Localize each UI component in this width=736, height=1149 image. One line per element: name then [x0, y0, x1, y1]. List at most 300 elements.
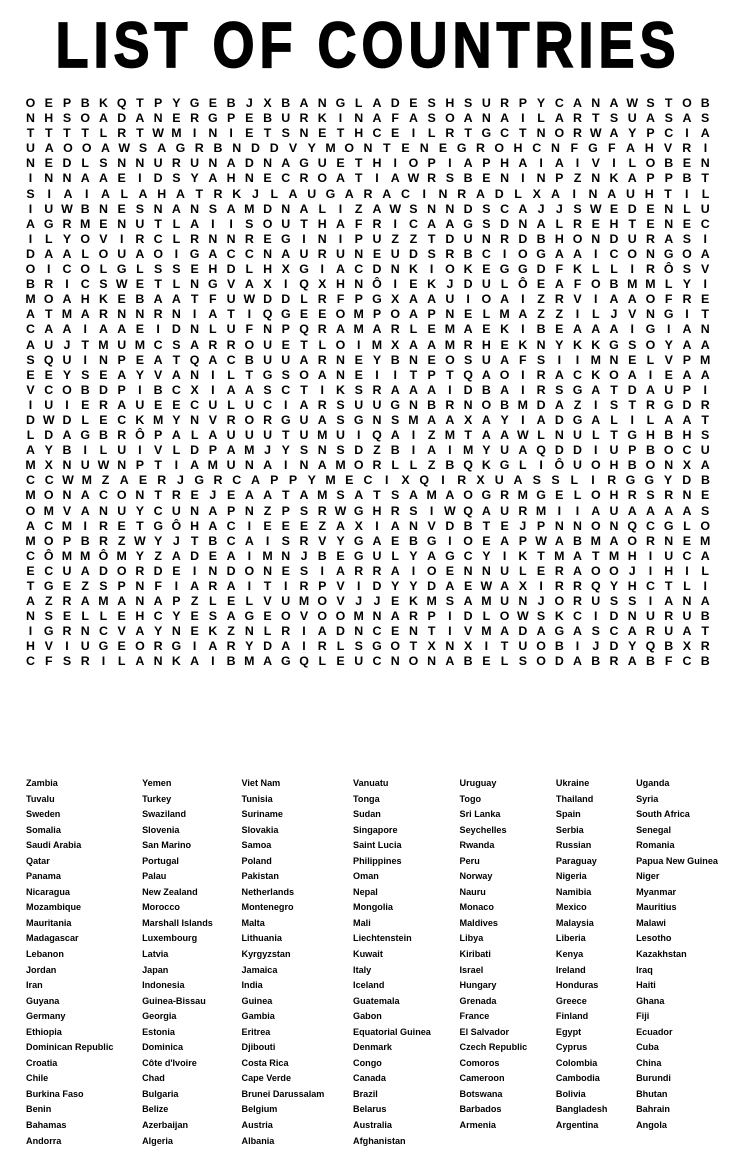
- grid-letter: V: [62, 503, 72, 518]
- grid-row: [24, 232, 712, 247]
- grid-letter: V: [263, 594, 272, 609]
- grid-letter: L: [172, 277, 181, 292]
- grid-letter: H: [445, 96, 455, 110]
- grid-letter: N: [390, 654, 400, 669]
- grid-letter: X: [391, 337, 400, 352]
- grid-letter: T: [281, 428, 290, 443]
- grid-letter: A: [609, 533, 619, 548]
- grid-letter: C: [500, 126, 510, 141]
- grid-letter: X: [263, 277, 272, 292]
- grid-letter: M: [61, 307, 73, 322]
- grid-letter: C: [171, 382, 181, 397]
- grid-letter: G: [481, 488, 492, 503]
- grid-letter: A: [408, 337, 418, 352]
- word-list-item: Luxembourg: [142, 933, 198, 944]
- grid-letter: M: [517, 397, 528, 412]
- grid-letter: A: [700, 367, 710, 382]
- grid-letter: L: [591, 262, 600, 277]
- grid-letter: A: [445, 216, 455, 231]
- grid-letter: U: [281, 594, 291, 609]
- grid-letter: L: [683, 201, 691, 216]
- grid-row: [24, 654, 712, 669]
- grid-letter: A: [63, 186, 73, 201]
- grid-letter: P: [555, 171, 564, 186]
- grid-letter: O: [627, 246, 638, 261]
- grid-letter: G: [645, 322, 656, 337]
- grid-letter: R: [208, 337, 218, 352]
- grid-letter: R: [445, 126, 455, 141]
- grid-letter: R: [317, 246, 327, 261]
- word-list-column: [26, 776, 113, 1149]
- grid-letter: S: [518, 654, 527, 669]
- grid-letter: O: [499, 609, 510, 624]
- grid-letter: G: [372, 292, 382, 307]
- grid-letter: U: [627, 231, 637, 246]
- grid-letter: F: [607, 141, 616, 156]
- word-list-item: Ecuador: [636, 1026, 673, 1037]
- grid-letter: T: [373, 488, 381, 503]
- word-list-item: Iran: [26, 980, 43, 991]
- grid-letter: C: [62, 262, 72, 277]
- grid-letter: E: [263, 609, 272, 624]
- grid-letter: I: [47, 262, 51, 277]
- word-list-item: Madagascar: [26, 933, 79, 944]
- grid-letter: I: [284, 458, 288, 473]
- grid-letter: Q: [262, 307, 273, 322]
- grid-letter: O: [80, 111, 91, 126]
- grid-letter: U: [244, 397, 254, 412]
- grid-letter: A: [190, 216, 200, 231]
- grid-letter: R: [190, 231, 200, 246]
- word-list-item: Belgium: [241, 1104, 278, 1115]
- grid-letter: R: [372, 458, 382, 473]
- grid-letter: U: [481, 352, 491, 367]
- grid-letter: N: [445, 639, 455, 654]
- grid-letter: O: [25, 503, 36, 518]
- grid-letter: A: [171, 367, 181, 382]
- grid-letter: L: [120, 186, 129, 201]
- grid-letter: N: [80, 624, 90, 639]
- grid-letter: B: [536, 231, 546, 246]
- grid-letter: E: [26, 563, 35, 578]
- grid-letter: V: [628, 307, 637, 322]
- word-list-item: Gabon: [353, 1011, 382, 1022]
- grid-letter: I: [247, 548, 252, 563]
- grid-letter: I: [28, 201, 33, 216]
- grid-letter: Z: [190, 594, 199, 609]
- grid-letter: A: [80, 171, 90, 186]
- word-list-item: Burundi: [636, 1073, 671, 1084]
- word-list-item: Tunisia: [241, 793, 273, 804]
- grid-letter: D: [463, 277, 473, 292]
- grid-letter: N: [363, 141, 373, 156]
- grid-letter: Y: [409, 579, 418, 593]
- grid-letter: E: [62, 579, 72, 593]
- word-list-item: Latvia: [142, 949, 169, 960]
- grid-letter: K: [98, 96, 108, 110]
- grid-letter: E: [482, 533, 491, 548]
- grid-row: [24, 141, 712, 156]
- grid-letter: N: [244, 458, 254, 473]
- grid-letter: K: [500, 322, 510, 337]
- grid-letter: C: [401, 186, 410, 201]
- grid-letter: D: [609, 639, 619, 654]
- grid-letter: T: [136, 96, 144, 110]
- grid-letter: A: [573, 246, 582, 261]
- grid-letter: L: [683, 579, 691, 593]
- grid-letter: R: [457, 186, 467, 201]
- grid-letter: R: [317, 397, 327, 412]
- grid-letter: I: [466, 292, 470, 307]
- grid-letter: J: [264, 443, 271, 458]
- grid-letter: S: [409, 201, 418, 216]
- grid-letter: B: [700, 654, 710, 669]
- grid-letter: T: [190, 533, 199, 548]
- grid-letter: I: [385, 473, 389, 488]
- grid-letter: A: [336, 322, 345, 337]
- grid-letter: F: [555, 262, 564, 277]
- grid-letter: L: [409, 322, 418, 337]
- grid-letter: R: [700, 397, 710, 412]
- grid-letter: U: [372, 548, 382, 563]
- grid-letter: M: [98, 337, 109, 352]
- grid-letter: U: [62, 352, 72, 367]
- grid-letter: A: [80, 307, 90, 322]
- grid-letter: R: [445, 397, 455, 412]
- grid-letter: A: [591, 503, 601, 518]
- word-list-section: [26, 776, 718, 1149]
- grid-letter: G: [299, 262, 309, 277]
- grid-row: [24, 428, 712, 443]
- grid-letter: N: [354, 246, 364, 261]
- grid-letter: A: [117, 397, 127, 412]
- grid-letter: P: [682, 382, 692, 397]
- grid-letter: H: [336, 277, 345, 292]
- grid-letter: O: [572, 231, 583, 246]
- word-list-item: Kyrgyzstan: [241, 949, 291, 960]
- grid-letter: M: [80, 216, 91, 231]
- word-list-item: Tonga: [353, 793, 380, 804]
- grid-letter: O: [494, 141, 505, 156]
- word-list-item: Canada: [353, 1073, 386, 1084]
- grid-letter: F: [664, 292, 673, 307]
- grid-letter: P: [536, 518, 546, 533]
- grid-letter: I: [703, 141, 708, 156]
- grid-letter: N: [281, 548, 291, 563]
- grid-letter: K: [208, 624, 218, 639]
- grid-letter: C: [281, 171, 291, 186]
- grid-letter: T: [427, 624, 436, 639]
- grid-letter: N: [135, 307, 145, 322]
- grid-letter: E: [354, 352, 363, 367]
- grid-letter: U: [463, 231, 473, 246]
- grid-letter: A: [700, 458, 710, 473]
- grid-letter: N: [299, 458, 309, 473]
- grid-letter: L: [500, 277, 509, 292]
- grid-letter: R: [500, 231, 510, 246]
- grid-letter: I: [229, 126, 233, 141]
- grid-letter: A: [481, 428, 491, 443]
- grid-letter: E: [391, 126, 400, 141]
- grid-letter: T: [664, 579, 673, 593]
- grid-letter: Z: [373, 443, 381, 458]
- grid-letter: M: [608, 548, 620, 563]
- grid-letter: R: [62, 216, 72, 231]
- grid-letter: B: [463, 246, 473, 261]
- grid-letter: B: [554, 639, 564, 654]
- word-list-item: Mozambique: [26, 902, 82, 913]
- grid-letter: I: [192, 307, 197, 322]
- grid-letter: E: [117, 201, 126, 216]
- grid-letter: T: [300, 216, 308, 231]
- grid-letter: E: [427, 322, 436, 337]
- grid-letter: O: [62, 382, 72, 397]
- word-list-item: Myanmar: [636, 886, 677, 897]
- grid-letter: K: [408, 594, 418, 609]
- grid-letter: A: [153, 352, 163, 367]
- grid-letter: A: [26, 337, 35, 352]
- grid-letter: S: [44, 609, 53, 624]
- grid-letter: U: [299, 246, 309, 261]
- grid-letter: N: [536, 337, 546, 352]
- word-list-item: Norway: [459, 871, 493, 882]
- grid-letter: U: [609, 503, 619, 518]
- word-list-item: New Zealand: [142, 886, 198, 897]
- grid-letter: C: [363, 473, 373, 488]
- grid-letter: V: [318, 533, 327, 548]
- word-list-item: Swaziland: [142, 809, 187, 820]
- grid-letter: A: [62, 292, 72, 307]
- grid-letter: N: [536, 171, 546, 186]
- grid-letter: R: [627, 488, 637, 503]
- grid-letter: I: [703, 579, 707, 593]
- grid-letter: I: [47, 186, 51, 201]
- grid-letter: B: [208, 533, 218, 548]
- grid-letter: G: [153, 518, 163, 533]
- grid-letter: C: [26, 322, 35, 337]
- grid-letter: D: [171, 322, 181, 337]
- word-list-item: France: [459, 1011, 490, 1022]
- grid-letter: C: [117, 412, 127, 427]
- grid-letter: U: [481, 277, 491, 292]
- grid-letter: D: [98, 382, 108, 397]
- grid-letter: N: [645, 246, 655, 261]
- grid-letter: A: [299, 488, 309, 503]
- grid-letter: A: [627, 624, 637, 639]
- grid-letter: K: [232, 186, 242, 201]
- grid-letter: R: [44, 277, 54, 292]
- grid-letter: E: [208, 96, 217, 110]
- grid-letter: A: [281, 156, 291, 171]
- grid-letter: E: [536, 563, 546, 578]
- grid-letter: U: [26, 141, 35, 156]
- grid-letter: A: [645, 111, 655, 126]
- grid-letter: A: [500, 111, 510, 126]
- grid-letter: E: [391, 594, 400, 609]
- grid-letter: R: [372, 382, 382, 397]
- grid-letter: I: [703, 277, 707, 292]
- grid-letter: R: [80, 654, 90, 669]
- grid-letter: S: [172, 171, 181, 186]
- word-list-item: Togo: [459, 793, 482, 804]
- grid-letter: P: [427, 156, 436, 171]
- grid-letter: N: [645, 307, 655, 322]
- grid-letter: L: [172, 443, 181, 458]
- grid-letter: T: [263, 579, 272, 593]
- grid-letter: E: [117, 171, 126, 186]
- grid-letter: B: [463, 518, 473, 533]
- grid-letter: B: [80, 533, 90, 548]
- grid-letter: S: [208, 201, 217, 216]
- grid-letter: V: [336, 594, 345, 609]
- word-list-column: [353, 776, 431, 1149]
- grid-letter: I: [703, 382, 707, 397]
- grid-letter: F: [664, 654, 673, 669]
- grid-letter: H: [682, 428, 692, 443]
- grid-letter: C: [700, 216, 710, 231]
- grid-letter: B: [609, 277, 619, 292]
- word-list-item: Uruguay: [459, 778, 497, 788]
- grid-letter: B: [664, 156, 674, 171]
- grid-letter: J: [610, 307, 618, 322]
- grid-letter: G: [171, 639, 182, 654]
- grid-letter: M: [298, 594, 310, 609]
- grid-letter: A: [208, 518, 218, 533]
- grid-letter: U: [390, 246, 400, 261]
- grid-letter: N: [317, 443, 327, 458]
- grid-letter: D: [627, 201, 637, 216]
- grid-letter: S: [646, 96, 655, 110]
- grid-letter: L: [514, 186, 522, 201]
- grid-letter: G: [463, 216, 473, 231]
- grid-letter: E: [263, 171, 272, 186]
- grid-letter: M: [25, 292, 36, 307]
- grid-letter: R: [500, 96, 510, 110]
- grid-letter: C: [153, 337, 163, 352]
- grid-letter: Q: [116, 96, 127, 110]
- grid-row: [24, 368, 712, 383]
- grid-letter: A: [445, 654, 455, 669]
- grid-letter: A: [157, 141, 167, 156]
- word-list-column: [556, 776, 608, 1149]
- grid-letter: P: [226, 111, 236, 126]
- word-list-item: Palau: [142, 871, 167, 882]
- grid-letter: I: [356, 579, 361, 593]
- grid-letter: S: [336, 443, 345, 458]
- grid-letter: G: [663, 518, 674, 533]
- grid-letter: K: [609, 171, 619, 186]
- grid-row: [24, 171, 712, 186]
- grid-letter: I: [28, 624, 33, 639]
- page-title: LIST OF COUNTRIES: [55, 10, 681, 82]
- grid-letter: Q: [189, 352, 200, 367]
- grid-letter: B: [664, 428, 674, 443]
- grid-letter: U: [44, 397, 54, 412]
- grid-letter: T: [382, 141, 391, 156]
- grid-letter: S: [427, 96, 436, 110]
- grid-letter: A: [645, 382, 655, 397]
- word-list-item: Zambia: [26, 778, 58, 788]
- grid-letter: V: [663, 141, 673, 156]
- grid-letter: G: [481, 126, 492, 141]
- grid-letter: H: [135, 609, 145, 624]
- grid-letter: D: [536, 262, 546, 277]
- grid-letter: U: [226, 458, 236, 473]
- grid-letter: I: [411, 428, 416, 443]
- grid-letter: G: [43, 216, 54, 231]
- grid-letter: R: [554, 579, 564, 593]
- grid-letter: I: [83, 443, 87, 458]
- grid-letter: R: [117, 428, 127, 443]
- grid-letter: A: [288, 186, 298, 201]
- word-list-item: Spain: [555, 809, 581, 820]
- grid-letter: G: [625, 473, 636, 488]
- word-list-item: Samoa: [241, 840, 272, 851]
- grid-letter: R: [645, 262, 655, 277]
- grid-letter: L: [336, 639, 345, 654]
- grid-letter: D: [226, 262, 236, 277]
- grid-letter: D: [98, 563, 108, 578]
- grid-letter: W: [243, 292, 256, 307]
- grid-letter: P: [154, 428, 163, 443]
- grid-letter: A: [463, 322, 473, 337]
- grid-letter: Q: [372, 428, 382, 443]
- grid-row: [24, 202, 712, 217]
- grid-letter: B: [317, 548, 327, 563]
- grid-letter: S: [609, 111, 619, 126]
- grid-letter: U: [627, 111, 637, 126]
- grid-letter: I: [572, 186, 576, 201]
- word-list-item: Nicaragua: [26, 886, 70, 897]
- grid-letter: R: [372, 563, 382, 578]
- grid-letter: Y: [628, 126, 637, 141]
- grid-letter: S: [281, 126, 290, 141]
- grid-letter: G: [536, 246, 546, 261]
- word-list-item: Suriname: [241, 809, 283, 820]
- grid-letter: U: [518, 639, 528, 654]
- grid-letter: O: [116, 563, 127, 578]
- word-list-column: [636, 776, 718, 1149]
- word-list-item: Poland: [241, 855, 272, 866]
- word-list-item: Comoros: [459, 1057, 500, 1068]
- grid-letter: A: [190, 458, 200, 473]
- grid-letter: O: [445, 262, 455, 277]
- grid-letter: T: [300, 382, 308, 397]
- grid-letter: C: [664, 126, 674, 141]
- grid-letter: L: [81, 609, 89, 624]
- grid-letter: I: [521, 322, 525, 337]
- grid-letter: R: [682, 141, 692, 156]
- grid-letter: D: [609, 231, 619, 246]
- grid-letter: N: [354, 277, 364, 292]
- grid-letter: C: [682, 654, 692, 669]
- grid-letter: L: [409, 458, 418, 473]
- grid-letter: O: [335, 609, 346, 624]
- grid-letter: C: [281, 382, 291, 397]
- grid-letter: N: [135, 579, 145, 593]
- grid-letter: V: [591, 156, 600, 171]
- word-list-item: Bulgaria: [142, 1088, 179, 1099]
- grid-letter: Ô: [518, 277, 528, 292]
- grid-letter: A: [171, 201, 181, 216]
- word-list-item: Bhutan: [636, 1088, 668, 1099]
- grid-letter: R: [98, 518, 108, 533]
- grid-letter: H: [627, 579, 637, 593]
- grid-letter: O: [481, 397, 492, 412]
- grid-letter: E: [427, 352, 436, 367]
- grid-letter: A: [138, 186, 148, 201]
- grid-letter: R: [299, 579, 309, 593]
